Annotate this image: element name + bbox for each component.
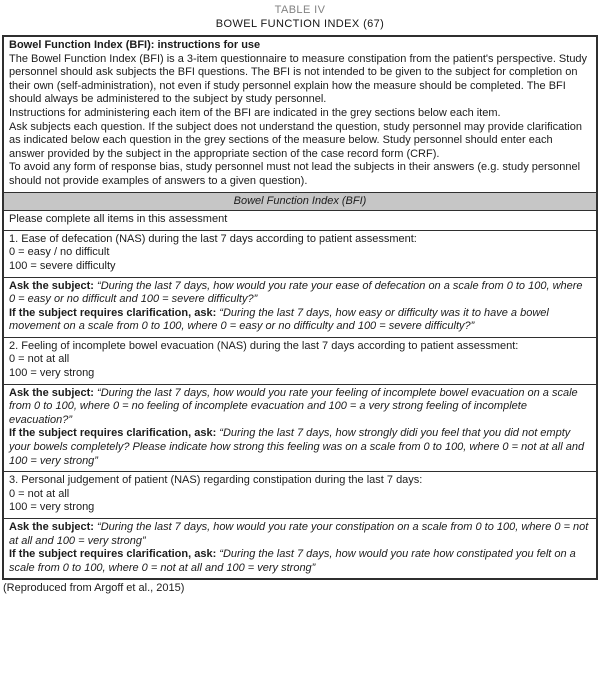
- item-2-instruction-row: [4, 385, 596, 473]
- item-1-ask-label: Ask the subject:: [9, 279, 94, 292]
- item-1-ask: [9, 280, 591, 307]
- table-label: TABLE IV: [274, 4, 326, 16]
- item-1-clarify: [9, 307, 591, 334]
- item-3-statement: 3. Personal judgement of patient (NAS) regarding constipation during the last 7 days:: [9, 474, 423, 487]
- item-1-statement-row: [4, 231, 596, 278]
- item-1-ask-quote: “During the last 7 days, how would you rate your ease of defecation on a scale from 0 to 100, where 0 = easy or no difficult and 100 = severe difficulty?”: [9, 279, 583, 306]
- item-2-clarify-quote: “During the last 7 days, how strongly didi you feel that you did not empty your bowels completely? Please indicate how strong this feeling was on a scale from 0 to 100, where 0 = not at all and 100 = very strong”: [9, 427, 585, 467]
- bfi-table: [2, 35, 598, 580]
- item-3-ask-label: Ask the subject:: [9, 521, 94, 533]
- instructions-paragraph-3: Ask subjects each question. If the subject does not understand the question, study personnel may provide clarification as indicated below each question in the grey sections of the measure below. Study personnel should enter each answer provided by the subject in the appropriate section of the case record form (CRF).: [9, 120, 582, 160]
- item-2-ask-label: Ask the subject:: [9, 386, 94, 399]
- item-2-anchors: [9, 353, 591, 380]
- item-3-instruction-row: [4, 519, 596, 578]
- item-3-anchors: [9, 488, 591, 515]
- item-3-clarify: [9, 548, 591, 575]
- item-1-anchors: [9, 246, 591, 273]
- item-3-ask: [9, 521, 591, 548]
- page-title: BOWEL FUNCTION INDEX (67): [215, 18, 385, 30]
- instructions-row: [4, 37, 596, 193]
- item-1-statement: 1. Ease of defecation (NAS) during the last 7 days according to patient assessment:: [9, 232, 417, 245]
- item-3-anchor-high: 100 = very strong: [9, 501, 95, 514]
- item-2-clarify-label: If the subject requires clarification, ask:: [9, 427, 217, 440]
- item-3-ask-quote: “During the last 7 days, how would you rate your constipation on a scale from 0 to 100, where 0 = not at all and 100 = very strong”: [9, 521, 589, 547]
- instructions-paragraph-4: To avoid any form of response bias, study personnel must not lead the subjects in their answers (e.g. study personnel should not provide examples of answers to a given question).: [9, 161, 581, 187]
- item-3-statement-row: [4, 472, 596, 519]
- source-citation: (Reproduced from Argoff et al., 2015): [3, 582, 185, 595]
- item-2-ask-quote: “During the last 7 days, how would you rate your feeling of incomplete bowel evacuation on a scale from 0 to 100, where 0 = no feeling of incomplete evacuation and 100 = a very strong feeling of incomplete evacuation?”: [9, 386, 578, 426]
- section-header-row: [4, 193, 596, 212]
- item-1-clarify-quote: “During the last 7 days, how easy or difficulty was it to have a bowel movement on a scale from 0 to 100, where 0 = easy or no difficulty and 100 = severe difficulty?”: [9, 306, 549, 333]
- table-caption-block: [0, 4, 600, 31]
- item-2-anchor-low: 0 = not at all: [9, 353, 70, 366]
- instructions-heading: Bowel Function Index (BFI): instructions for use: [9, 39, 261, 51]
- item-2-statement-row: [4, 338, 596, 385]
- item-2-clarify: [9, 427, 591, 468]
- instructions-paragraph-1: The Bowel Function Index (BFI) is a 3-item questionnaire to measure constipation from the patient's perspective. Study personnel should ask subjects the BFI questions. The BFI is not intended to be given to the subject for completion on their own (self-administration), not even if study personnel explain how the measure should be completed. The BFI should always be administered to the subject by study personnel.: [9, 52, 588, 106]
- item-3-clarify-quote: “During the last 7 days, how would you rate how constipated you felt on a scale from 0 to 100, where 0 = not at all and 100 = very strong”: [9, 548, 576, 574]
- item-1-anchor-high: 100 = severe difficulty: [9, 259, 116, 272]
- item-3-clarify-label: If the subject requires clarification, ask:: [9, 548, 217, 561]
- instructions-paragraph-2: Instructions for administering each item of the BFI are indicated in the grey sections below each item.: [9, 106, 501, 119]
- section-header-title: Bowel Function Index (BFI): [233, 194, 367, 207]
- item-2-statement: 2. Feeling of incomplete bowel evacuation (NAS) during the last 7 days according to patient assessment:: [9, 339, 519, 352]
- item-1-instruction-row: [4, 278, 596, 338]
- intro-row: [4, 211, 596, 231]
- item-2-ask: [9, 387, 591, 428]
- intro-text: Please complete all items in this assessment: [9, 213, 228, 226]
- item-1-anchor-low: 0 = easy / no difficult: [9, 246, 110, 259]
- item-2-anchor-high: 100 = very strong: [9, 367, 95, 380]
- item-3-anchor-low: 0 = not at all: [9, 487, 70, 500]
- item-1-clarify-label: If the subject requires clarification, ask:: [9, 306, 217, 319]
